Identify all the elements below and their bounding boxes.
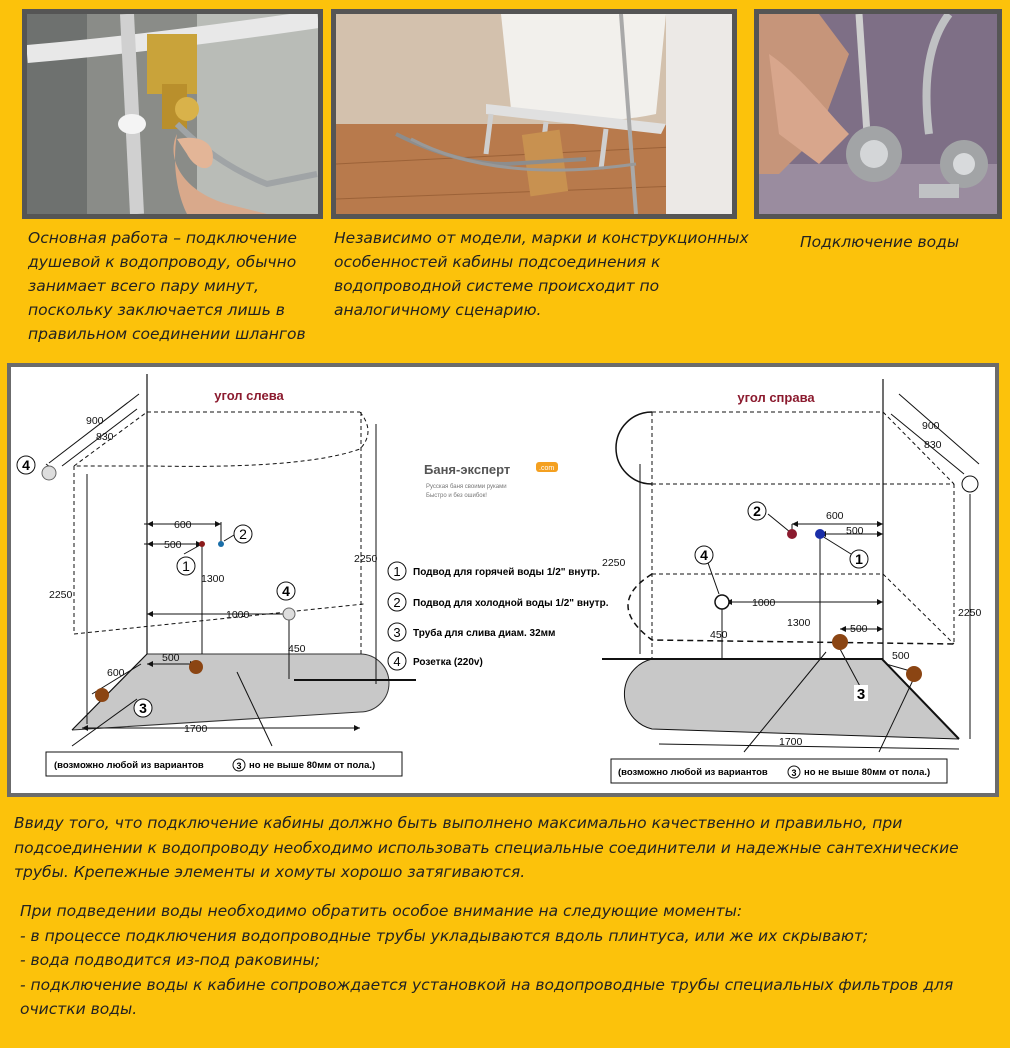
photo-water-valves xyxy=(754,9,1002,219)
caption-hose-connection xyxy=(28,226,328,346)
left-marker-4a: 4 xyxy=(22,457,30,473)
caption-water-valves xyxy=(800,230,1000,254)
right-dim-600: 600 xyxy=(826,510,844,522)
right-marker-3: 3 xyxy=(856,686,866,703)
legend-num-4: 4 xyxy=(393,654,401,669)
right-dim-830: 830 xyxy=(924,439,942,451)
right-marker-2: 2 xyxy=(753,503,761,519)
logo-tagline-2: Быстро и без ошибок! xyxy=(426,493,487,499)
right-pointer-1 xyxy=(822,536,851,554)
paragraph-line: При подведении воды необходимо обратить особое внимание на следующие моменты: xyxy=(20,902,743,920)
right-dim-1000: 1000 xyxy=(752,597,776,609)
left-dim-500: 500 xyxy=(164,539,182,551)
right-marker-1: 1 xyxy=(855,551,863,567)
caption-line: правильном соединении шлангов xyxy=(28,325,306,343)
left-dim-1700: 1700 xyxy=(184,723,208,735)
right-pointer-2 xyxy=(768,514,790,532)
caption-line: поскольку заключается лишь в xyxy=(28,301,285,319)
right-socket-top xyxy=(962,476,978,492)
legend-item-4: Розетка (220v) xyxy=(413,657,483,668)
logo-name: Баня-эксперт xyxy=(424,462,511,477)
left-dim-600: 600 xyxy=(174,519,192,531)
legend xyxy=(388,562,609,670)
left-dim-2250: 2250 xyxy=(49,589,73,601)
note-right-b: но не выше 80мм от пола.) xyxy=(804,767,931,778)
left-marker-4b: 4 xyxy=(282,583,290,599)
left-drain-b xyxy=(189,660,203,674)
legend-num-1: 1 xyxy=(393,564,401,579)
left-socket xyxy=(283,608,295,620)
right-dim-450: 450 xyxy=(710,629,728,641)
caption-line: занимает всего пару минут, xyxy=(28,277,259,295)
left-pointer-2 xyxy=(224,535,234,541)
right-socket xyxy=(715,595,729,609)
right-dim-2250b: 2250 xyxy=(602,557,626,569)
right-cold-water-point xyxy=(815,529,825,539)
note-right-a: (возможно любой из вариантов xyxy=(618,767,768,778)
left-mid-line xyxy=(74,604,364,634)
right-dim-1300: 1300 xyxy=(787,617,811,629)
paragraph-connection-quality xyxy=(14,811,999,885)
left-marker-3: 3 xyxy=(139,700,147,716)
right-top-side xyxy=(883,412,954,484)
right-marker-4: 4 xyxy=(700,547,708,563)
caption-line: Основная работа – подключение xyxy=(28,229,297,247)
paragraph-water-supply-notes xyxy=(20,899,1000,1022)
legend-item-1: Подвод для горячей воды 1/2" внутр. xyxy=(413,567,600,578)
left-floor xyxy=(72,654,389,730)
right-mid-arc xyxy=(628,574,954,644)
right-dim-500c: 500 xyxy=(892,650,910,662)
right-dim-1700: 1700 xyxy=(779,736,803,748)
left-dim-450: 450 xyxy=(288,643,306,655)
photo-hose-connection xyxy=(22,9,323,219)
left-dim-2250b: 2250 xyxy=(354,553,378,565)
logo-badge: .com xyxy=(539,465,555,472)
left-pointer-1 xyxy=(184,544,202,554)
legend-item-2: Подвод для холодной воды 1/2" внутр. xyxy=(413,598,609,609)
note-right xyxy=(611,759,947,783)
caption-line: особенностей кабины подсоединения к xyxy=(334,253,661,271)
legend-num-2: 2 xyxy=(393,595,401,610)
caption-line: аналогичному сценарию. xyxy=(334,301,542,319)
left-title: угол слева xyxy=(214,388,284,403)
logo-tagline-1: Русская баня своими руками xyxy=(426,484,507,490)
right-pointer-4 xyxy=(707,560,719,594)
right-drain-a xyxy=(832,634,848,650)
note-left xyxy=(46,752,402,776)
caption-line: Подключение воды xyxy=(800,233,960,251)
left-dim-1300: 1300 xyxy=(201,573,225,585)
list-item: - вода подводится из-под раковины; xyxy=(20,951,320,969)
caption-line: водопроводной системе происходит по xyxy=(334,277,660,295)
left-marker-1: 1 xyxy=(182,558,190,574)
right-title: угол справа xyxy=(737,390,815,405)
list-item: - подключение воды к кабине сопровождается установкой на водопроводные трубы специальных фильтров для xyxy=(20,975,954,994)
right-dim-500b: 500 xyxy=(850,623,868,635)
photo-cabin-base xyxy=(331,9,737,219)
left-dim-500b: 500 xyxy=(162,652,180,664)
list-item: - в процессе подключения водопроводные трубы укладываются вдоль плинтуса, или же их скрывают; xyxy=(20,926,869,945)
right-dim-900: 900 xyxy=(922,420,940,432)
left-dim-600b: 600 xyxy=(107,667,125,679)
right-dim-500: 500 xyxy=(846,525,864,537)
left-drain-a xyxy=(95,688,109,702)
caption-line: Независимо от модели, марки и конструкционных xyxy=(334,229,749,247)
caption-line: душевой к водопроводу, обычно xyxy=(28,253,297,271)
right-top-arc xyxy=(616,412,652,484)
right-hot-water-point xyxy=(787,529,797,539)
legend-num-3: 3 xyxy=(393,625,401,640)
left-dim-900: 900 xyxy=(86,415,104,427)
right-dim-1700-line xyxy=(659,744,959,749)
left-top-arc xyxy=(74,412,368,466)
right-mid-side xyxy=(883,574,954,644)
left-dim-1000: 1000 xyxy=(226,609,250,621)
note-right-num: 3 xyxy=(791,768,797,778)
legend-item-3: Труба для слива диам. 32мм xyxy=(413,628,556,639)
paragraph-line: трубы. Крепежные элементы и хомуты хорошо затягиваются. xyxy=(14,863,526,881)
right-dim-2250: 2250 xyxy=(958,607,982,619)
list-item: очистки воды. xyxy=(20,1000,138,1018)
connection-diagram xyxy=(7,363,999,797)
note-left-num: 3 xyxy=(236,761,242,771)
paragraph-line: Ввиду того, что подключение кабины должно быть выполнено максимально качественно и правильно, при xyxy=(14,814,903,832)
paragraph-line: подсоединении к водопроводу необходимо использовать специальные соединители и надежные сантехнические xyxy=(14,838,959,857)
left-marker-2: 2 xyxy=(239,526,247,542)
caption-cabin-base xyxy=(334,226,764,322)
left-dim-830: 830 xyxy=(96,431,114,443)
left-socket-top xyxy=(42,466,56,480)
right-drain-b xyxy=(906,666,922,682)
logo xyxy=(424,462,558,499)
note-left-b: но не выше 80мм от пола.) xyxy=(249,760,376,771)
left-cold-water-point xyxy=(218,541,224,547)
left-hot-water-point xyxy=(199,541,205,547)
note-left-a: (возможно любой из вариантов xyxy=(54,760,204,771)
